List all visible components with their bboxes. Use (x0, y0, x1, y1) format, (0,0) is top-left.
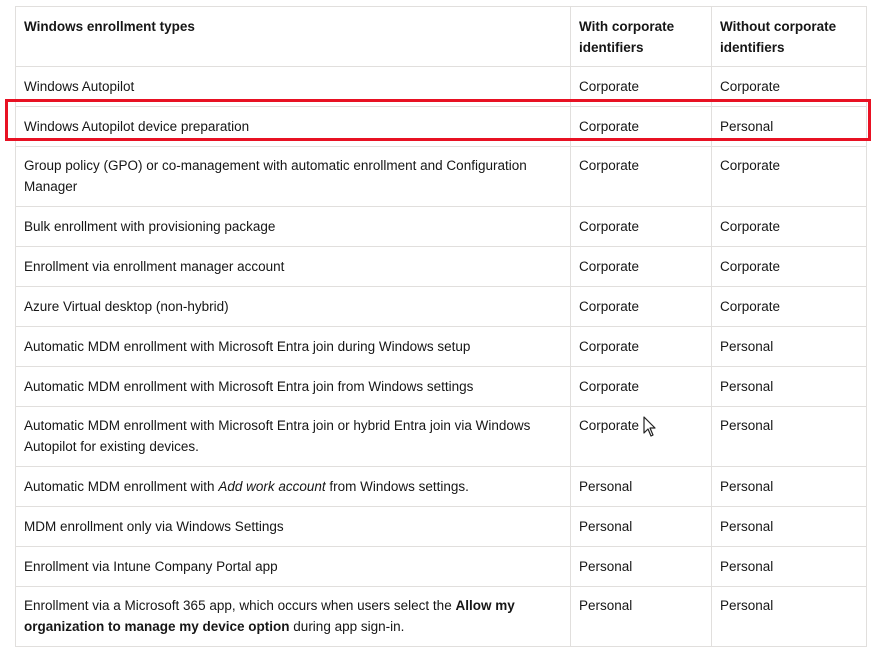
enrollment-type-cell: MDM enrollment only via Windows Settings (16, 507, 571, 547)
table-row (16, 287, 867, 327)
without-corporate-cell: Personal (712, 547, 867, 587)
enrollment-type-cell: Enrollment via Intune Company Portal app (16, 547, 571, 587)
enrollment-types-table (15, 6, 867, 647)
with-corporate-cell: Personal (571, 587, 712, 647)
allow-option-emphasis: Allow my organization to manage my device option (24, 598, 515, 634)
table-row (16, 327, 867, 367)
table-row (16, 207, 867, 247)
enrollment-type-text: from Windows settings. (325, 479, 469, 494)
without-corporate-cell: Corporate (712, 287, 867, 327)
with-corporate-cell: Personal (571, 467, 712, 507)
table-row (16, 107, 867, 147)
without-corporate-cell: Personal (712, 327, 867, 367)
enrollment-type-cell: Automatic MDM enrollment with Microsoft Entra join or hybrid Entra join via Windows Autopilot for existing devices. (16, 407, 571, 467)
without-corporate-cell: Corporate (712, 147, 867, 207)
without-corporate-cell: Personal (712, 407, 867, 467)
table-row (16, 507, 867, 547)
enrollment-type-cell (16, 467, 571, 507)
with-corporate-cell: Personal (571, 547, 712, 587)
table-row (16, 67, 867, 107)
with-corporate-cell: Corporate (571, 67, 712, 107)
enrollment-type-cell: Group policy (GPO) or co-management with automatic enrollment and Configuration Manager (16, 147, 571, 207)
with-corporate-cell: Corporate (571, 327, 712, 367)
table-row (16, 147, 867, 207)
with-corporate-cell: Corporate (571, 287, 712, 327)
enrollment-type-cell: Azure Virtual desktop (non-hybrid) (16, 287, 571, 327)
without-corporate-cell: Personal (712, 467, 867, 507)
with-corporate-cell: Corporate (571, 207, 712, 247)
table-row (16, 467, 867, 507)
enrollment-type-cell: Automatic MDM enrollment with Microsoft Entra join from Windows settings (16, 367, 571, 407)
enrollment-type-cell: Windows Autopilot (16, 67, 571, 107)
without-corporate-cell: Corporate (712, 247, 867, 287)
add-work-account-emphasis: Add work account (218, 479, 326, 494)
enrollment-type-cell: Windows Autopilot device preparation (16, 107, 571, 147)
header-with-corporate-identifiers: With corporate identifiers (571, 7, 712, 67)
enrollment-type-cell (16, 587, 571, 647)
enrollment-type-cell: Automatic MDM enrollment with Microsoft Entra join during Windows setup (16, 327, 571, 367)
without-corporate-cell: Corporate (712, 207, 867, 247)
without-corporate-cell: Personal (712, 367, 867, 407)
with-corporate-cell: Corporate (571, 367, 712, 407)
enrollment-type-cell: Bulk enrollment with provisioning package (16, 207, 571, 247)
with-corporate-cell: Personal (571, 507, 712, 547)
header-without-corporate-identifiers: Without corporate identifiers (712, 7, 867, 67)
enrollment-type-text: Automatic MDM enrollment with (24, 479, 219, 494)
table-row (16, 367, 867, 407)
without-corporate-cell: Personal (712, 107, 867, 147)
with-corporate-cell: Corporate (571, 247, 712, 287)
enrollment-type-text: Enrollment via a Microsoft 365 app, which occurs when users select the (24, 598, 456, 613)
table-row (16, 587, 867, 647)
table-header-row (16, 7, 867, 67)
table-row (16, 247, 867, 287)
without-corporate-cell: Personal (712, 587, 867, 647)
table-row (16, 407, 867, 467)
without-corporate-cell: Corporate (712, 67, 867, 107)
with-corporate-cell: Corporate (571, 107, 712, 147)
enrollment-type-cell: Enrollment via enrollment manager account (16, 247, 571, 287)
with-corporate-cell: Corporate (571, 407, 712, 467)
with-corporate-cell: Corporate (571, 147, 712, 207)
header-enrollment-types: Windows enrollment types (16, 7, 571, 67)
without-corporate-cell: Personal (712, 507, 867, 547)
table-row (16, 547, 867, 587)
mouse-cursor-icon (643, 416, 657, 438)
enrollment-type-text: during app sign-in. (289, 619, 405, 634)
